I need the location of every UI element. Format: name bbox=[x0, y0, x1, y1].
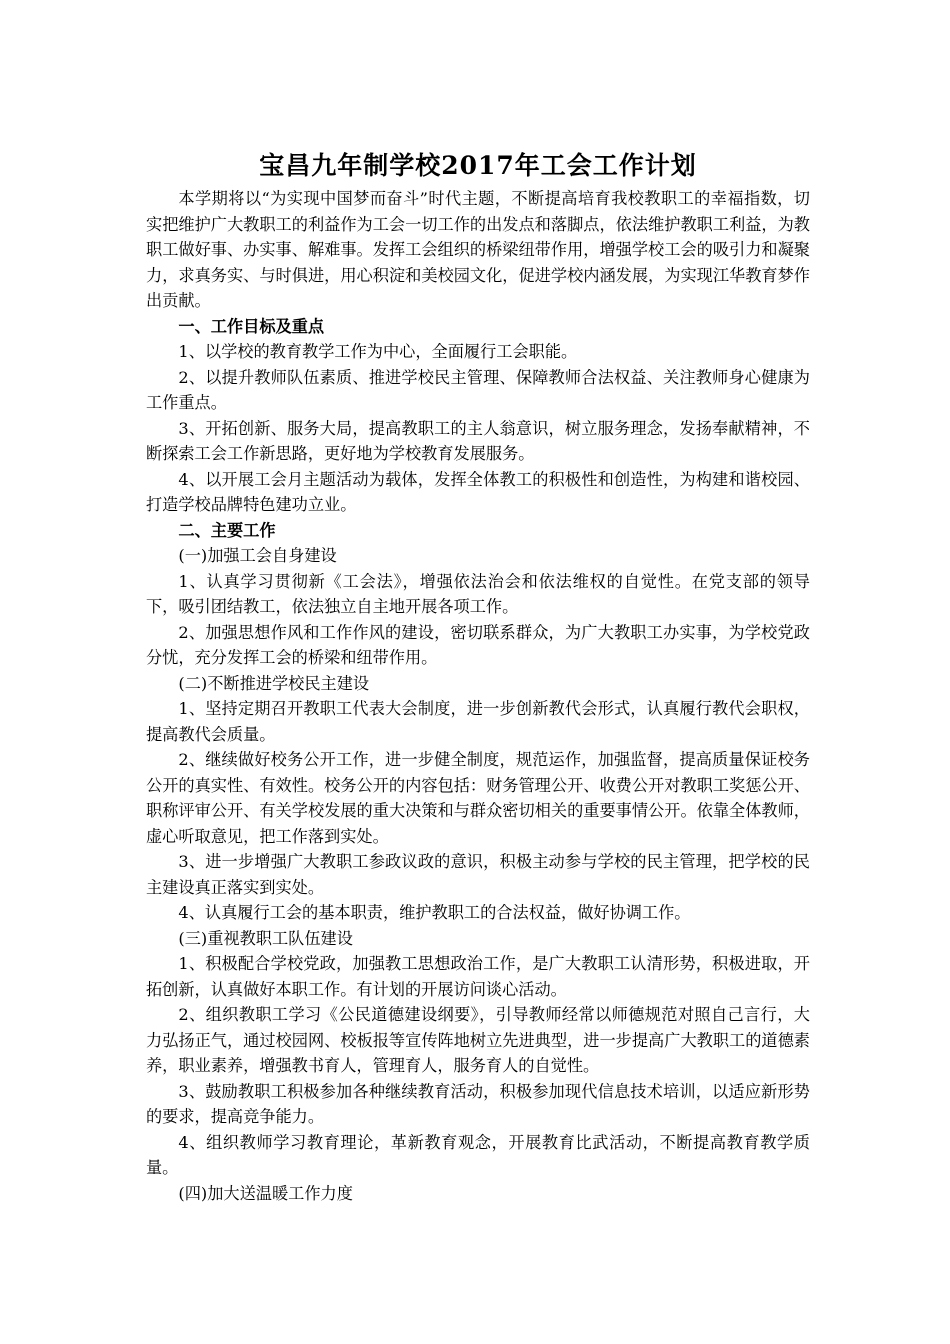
goal-item-2: 2、以提升教师队伍素质、推进学校民主管理、保障教师合法权益、关注教师身心健康为工作重点。 bbox=[146, 367, 810, 412]
sub2-item-2: 2、继续做好校务公开工作，进一步健全制度，规范运作，加强监督，提高质量保证校务公开的真实性、有效性。校务公开的内容包括：财务管理公开、收费公开对教职工奖惩公开、职称评审公开、有关学校发展的重大决策和与群众密切相关的重要事情公开。依靠全体教师，虚心听取意见，把工作落到实处。 bbox=[146, 750, 810, 846]
subsection-heading-4: (四)加大送温暖工作力度 bbox=[178, 1183, 353, 1203]
sub1-item-2: 2、加强思想作风和工作作风的建设，密切联系群众，为广大教职工办实事，为学校党政分忧，充分发挥工会的桥梁和纽带作用。 bbox=[146, 622, 810, 667]
sub2-item-1: 1、坚持定期召开教职工代表大会制度，进一步创新教代会形式，认真履行教代会职权，提高教代会质量。 bbox=[146, 699, 810, 744]
sub3-item-3: 3、鼓励教职工积极参加各种继续教育活动，积极参加现代信息技术培训，以适应新形势的要求，提高竞争能力。 bbox=[146, 1081, 810, 1126]
subsection-heading-3: (三)重视教职工队伍建设 bbox=[178, 928, 353, 948]
sub3-item-1: 1、积极配合学校党政，加强教工思想政治工作，是广大教职工认清形势，积极进取，开拓创新，认真做好本职工作。有计划的开展访问谈心活动。 bbox=[146, 954, 810, 999]
document-title: 宝昌九年制学校2017年工会工作计划 bbox=[259, 151, 697, 180]
subsection-heading-1: (一)加强工会自身建设 bbox=[178, 546, 337, 565]
sub1-item-1: 1、认真学习贯彻新《工会法》，增强依法治会和依法维权的自觉性。在党支部的领导下，吸引团结教工，依法独立自主地开展各项工作。 bbox=[146, 571, 810, 616]
sub3-item-2: 2、组织教职工学习《公民道德建设纲要》，引导教师经常以师德规范对照自己言行，大力弘扬正气，通过校园网、校板报等宣传阵地树立先进典型，进一步提高广大教职工的道德素养，职业素养，增强教书育人，管理育人，服务育人的自觉性。 bbox=[146, 1005, 810, 1075]
subsection-heading-2: (二)不断推进学校民主建设 bbox=[178, 673, 370, 693]
sub3-item-4: 4、组织教师学习教育理论，革新教育观念，开展教育比武活动，不断提高教育教学质量。 bbox=[146, 1132, 810, 1177]
document-page bbox=[146, 150, 810, 1206]
sub2-item-4: 4、认真履行工会的基本职责，维护教职工的合法权益，做好协调工作。 bbox=[178, 903, 691, 922]
goal-item-3: 3、开拓创新、服务大局，提高教职工的主人翁意识，树立服务理念，发扬奉献精神，不断探索工会工作新思路，更好地为学校教育发展服务。 bbox=[146, 418, 810, 463]
section-heading-main-work: 二、主要工作 bbox=[178, 520, 276, 540]
intro-paragraph: 本学期将以“为实现中国梦而奋斗”时代主题，不断提高培育我校教职工的幸福指数，切实把维护广大教职工的利益作为工会一切工作的出发点和落脚点，依法维护教职工利益，为教职工做好事、办实事、解难事。发挥工会组织的桥梁纽带作用，增强学校工会的吸引力和凝聚力，求真务实、与时俱进，用心积淀和美校园文化，促进学校内涵发展，为实现江华教育梦作出贡献。 bbox=[146, 189, 810, 310]
goal-item-4: 4、以开展工会月主题活动为载体，发挥全体教工的积极性和创造性，为构建和谐校园、打造学校品牌特色建功立业。 bbox=[146, 469, 810, 514]
goal-item-1: 1、以学校的教育教学工作为中心，全面履行工会职能。 bbox=[178, 342, 578, 361]
sub2-item-3: 3、进一步增强广大教职工参政议政的意识，积极主动参与学校的民主管理，把学校的民主建设真正落实到实处。 bbox=[146, 852, 810, 897]
section-heading-goals: 一、工作目标及重点 bbox=[178, 316, 325, 336]
